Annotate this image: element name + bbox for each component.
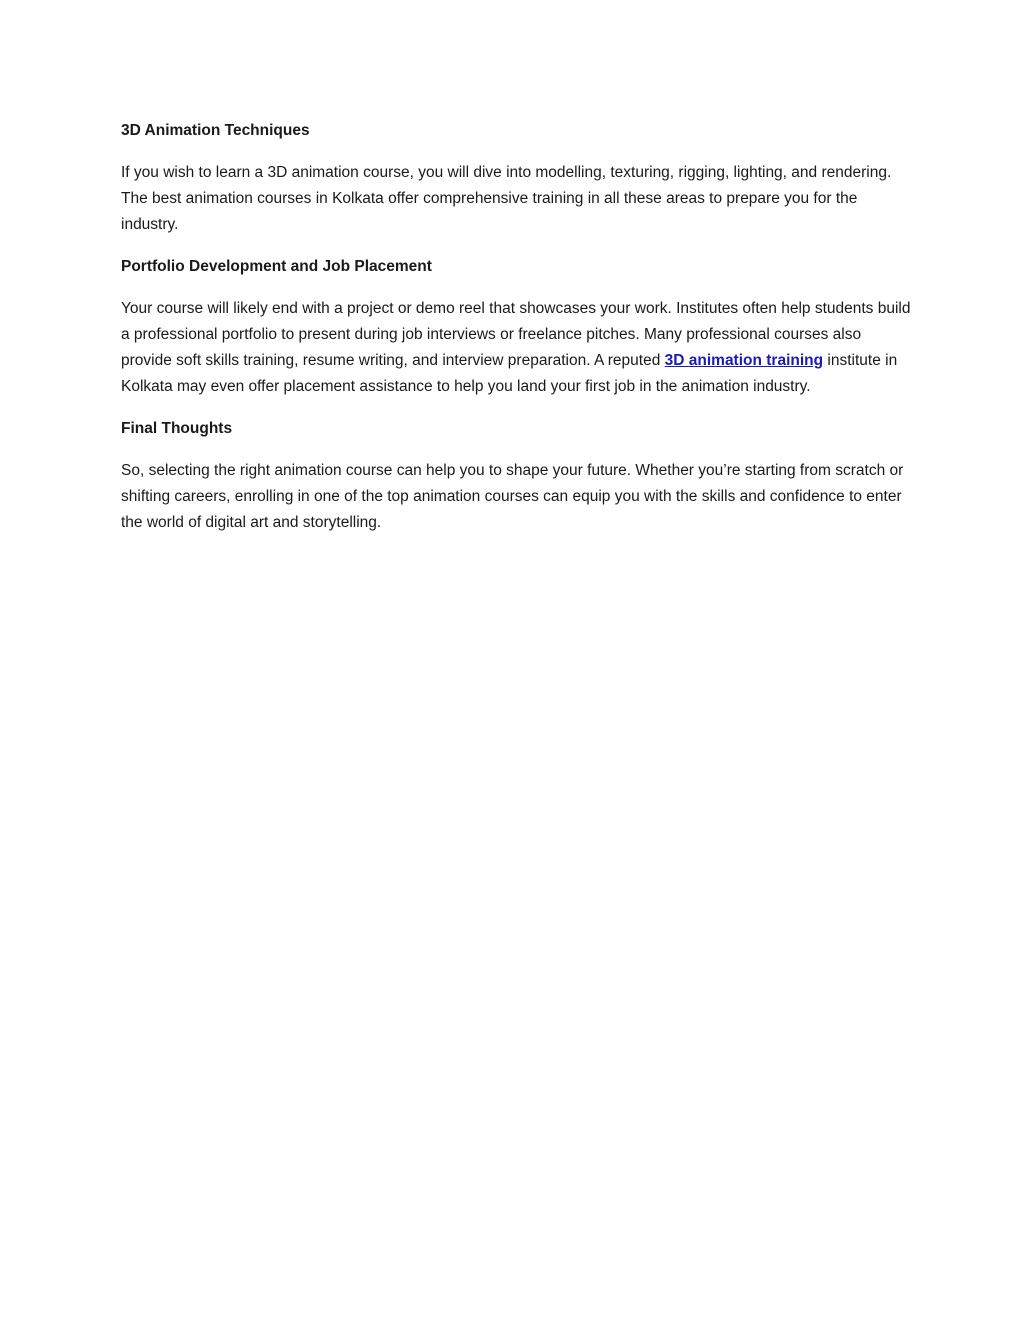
body-text-before-link: Your course will likely end with a project or demo reel that showcases your work. Institutes often help students build a professional portfolio to present during job interviews or freelance pitches. Many professional courses also provide soft skills training, resume writing, and interview preparation. A reputed [121, 300, 911, 369]
body-text-after-link: institute in Kolkata may even offer placement assistance to help you land your first job in the animation industry. [121, 352, 898, 395]
section-heading-final-thoughts: Final Thoughts [121, 420, 233, 437]
document-page [121, 118, 911, 552]
section-heading-portfolio-development: Portfolio Development and Job Placement [121, 258, 432, 275]
section-body-portfolio-development [121, 296, 911, 400]
section-body-final-thoughts: So, selecting the right animation course can help you to shape your future. Whether you’re starting from scratch or shifting careers, enrolling in one of the top animation courses can equip you with the skills and confidence to enter the world of digital art and storytelling. [121, 462, 904, 531]
section-heading-3d-animation-techniques: 3D Animation Techniques [121, 122, 310, 139]
section-body-3d-animation-techniques: If you wish to learn a 3D animation course, you will dive into modelling, texturing, rigging, lighting, and rendering. The best animation courses in Kolkata offer comprehensive training in all these areas to prepare you for the industry. [121, 164, 892, 233]
3d-animation-training-link[interactable]: 3D animation training [664, 352, 824, 369]
